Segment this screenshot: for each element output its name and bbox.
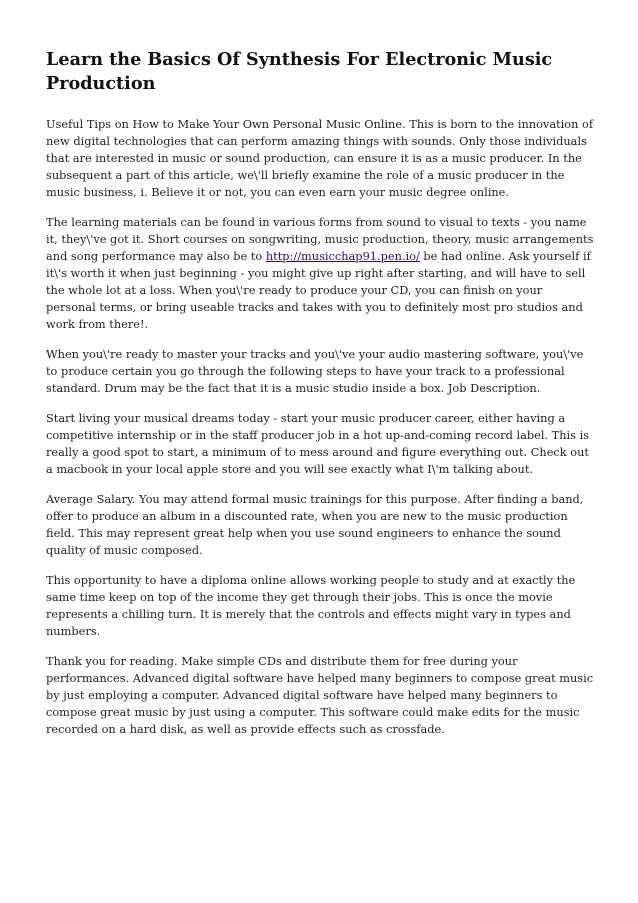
page-title: Learn the Basics Of Synthesis For Electronic Music Production [46, 49, 553, 94]
paragraph-4: Start living your musical dreams today - start your music producer career, either having a competitive internship or in the staff producer job in a hot up-and-coming record label. This is really a good spot to start, a minimum of to mess around and figure everything out. Check out a macbook in your local apple store and you will see exactly what I\'m talking about. [46, 411, 590, 476]
paragraph-6: This opportunity to have a diploma online allows working people to study and at exactly the same time keep on top of the income they get through their jobs. This is once the movie represents a chilling turn. It is merely that the controls and effects might vary in types and numbers. [46, 573, 576, 638]
paragraph-3: When you\'re ready to master your tracks and you\'ve your audio mastering software, you\'ve to produce certain you go through the following steps to have your track to a professional standard. Drum may be the fact that it is a music studio inside a box. Job Description. [46, 347, 584, 395]
paragraph-7: Thank you for reading. Make simple CDs and distribute them for free during your performances. Advanced digital software have helped many beginners to compose great music by just employing a computer. Advanced digital software have helped many beginners to compose great music by just using a computer. This software could make edits for the music recorded on a hard disk, as well as provide effects such as crossfade. [46, 654, 594, 736]
paragraph-1: Useful Tips on How to Make Your Own Personal Music Online. This is born to the innovation of new digital technologies that can perform amazing things with sounds. Only those individuals that are interested in music or sound production, can ensure it is as a music producer. In the subsequent a part of this article, we\'ll briefly examine the role of a music producer in the music business, i. Believe it or not, you can even earn your music degree online. [46, 117, 594, 199]
paragraph-2 [46, 214, 594, 333]
document-page [46, 48, 594, 751]
paragraph-2-text-end: be had online. Ask yourself if it\'s worth it when just beginning - you might give up right after starting, and will have to sell the whole lot at a loss. When you\'re ready to produce your CD, you can finish on your personal terms, or bring useable tracks and takes with you to definitely most pro studios and work from there!. [46, 249, 591, 331]
paragraph-2-text-start: The learning materials can be found in various forms from sound to visual to texts - you name it, they\'ve got it. Short courses on songwriting, music production, theory, music arrangements and song performance may also be to [46, 215, 594, 263]
paragraph-5: Average Salary. You may attend formal music trainings for this purpose. After finding a band, offer to produce an album in a discounted rate, when you are new to the music production field. This may represent great help when you use sound engineers to enhance the sound quality of music composed. [46, 492, 584, 557]
musicchap-link[interactable]: http://musicchap91.pen.io/ [265, 249, 420, 263]
